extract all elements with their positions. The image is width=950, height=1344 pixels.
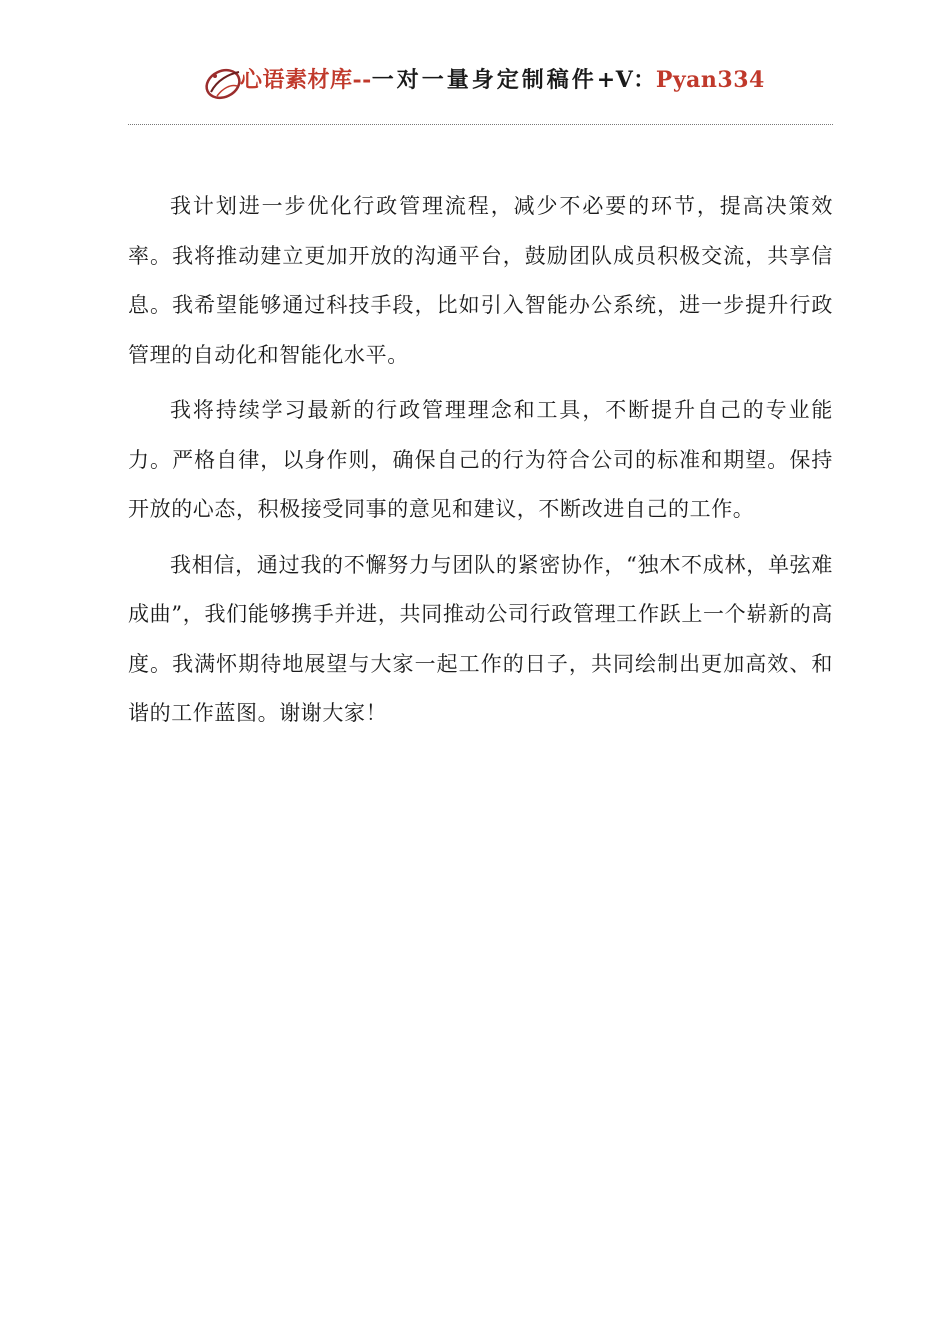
document-body [128,182,833,745]
wechat-id: Pyan334 [655,67,765,93]
header-text [240,66,765,94]
contact-prefix: +V： [596,67,656,93]
brand-name: 心语素材库 [240,67,353,93]
header-slogan: 一对一量身定制稿件 [371,67,597,93]
header-divider [128,124,833,125]
paragraph-1: 我计划进一步优化行政管理流程，减少不必要的环节，提高决策效率。我将推动建立更加开放的沟通平台，鼓励团队成员积极交流，共享信息。我希望能够通过科技手段，比如引入智能办公系统，进一步提升行政管理的自动化和智能化水平。 [128,194,833,367]
header-separator: -- [352,67,372,93]
paragraph-3: 我相信，通过我的不懈努力与团队的紧密协作，“独木不成林，单弦难成曲”，我们能够携手并进，共同推动公司行政管理工作跃上一个崭新的高度。我满怀期待地展望与大家一起工作的日子，共同绘制出更加高效、和谐的工作蓝图。谢谢大家！ [128,552,833,725]
page-header [0,58,950,108]
swirl-logo-icon [203,62,245,104]
paragraph-2: 我将持续学习最新的行政管理理念和工具，不断提升自己的专业能力。严格自律，以身作则，确保自己的行为符合公司的标准和期望。保持开放的心态，积极接受同事的意见和建议，不断改进自己的工作。 [128,398,833,521]
